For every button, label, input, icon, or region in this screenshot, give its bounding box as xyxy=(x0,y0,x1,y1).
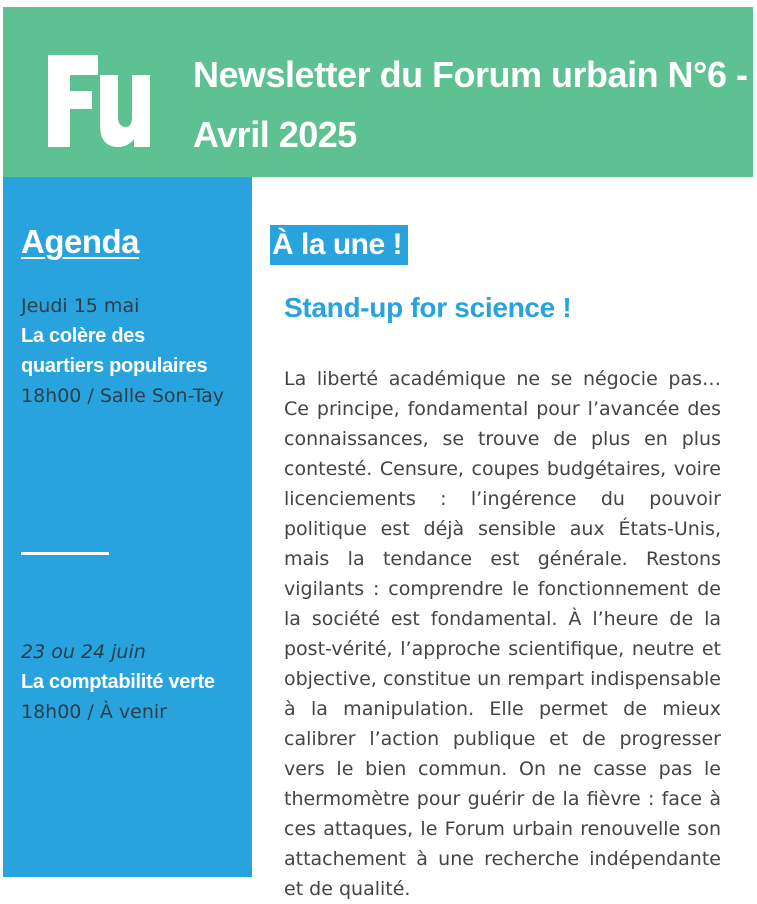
section-label: À la une ! xyxy=(270,225,408,265)
article-body: La liberté académique ne se négocie pas… Ce principe, fondamental pour l’avancée des connaissances, se trouve de plus en plus contesté. Censure, coupes budgétaires, voire licenciements : l’ingérence du pouvoir politique est déjà sensible aux États-Unis, mais la tendance est générale. Restons vigilants : comprendre le fonctionnement de la société est fondamental. À l’heure de la post-vérité, l’approche scientifique, neutre et objective, constitue un rempart indispensable à la manipulation. Elle permet de mieux calibrer l’action publique et de progresser vers le bien commun. On ne casse pas le thermomètre pour guérir de la fièvre : face à ces attaques, le Forum urbain renouvelle son attachement à une recherche indépendante et de qualité. xyxy=(284,368,721,900)
main-content xyxy=(252,177,757,900)
agenda-sidebar xyxy=(3,177,252,877)
agenda-heading[interactable]: Agenda xyxy=(21,223,140,260)
agenda-divider xyxy=(21,552,109,555)
event-details: 18h00 / Salle Son-Tay xyxy=(21,385,225,407)
event-date: 23 ou 24 juin xyxy=(21,641,146,663)
event-date: Jeudi 15 mai xyxy=(21,295,140,317)
event-details: 18h00 / À venir xyxy=(21,701,167,723)
event-title[interactable]: La colère des quartiers populaires xyxy=(21,325,208,377)
event-title[interactable]: La comptabilité verte xyxy=(21,671,215,693)
agenda-event xyxy=(21,637,231,727)
newsletter-title: Newsletter du Forum urbain N°6 - Avril 2025 xyxy=(193,54,748,155)
forum-urbain-logo-icon xyxy=(48,55,150,147)
newsletter-header xyxy=(3,7,753,177)
article-title[interactable]: Stand-up for science ! xyxy=(284,292,572,323)
agenda-event xyxy=(21,291,231,411)
